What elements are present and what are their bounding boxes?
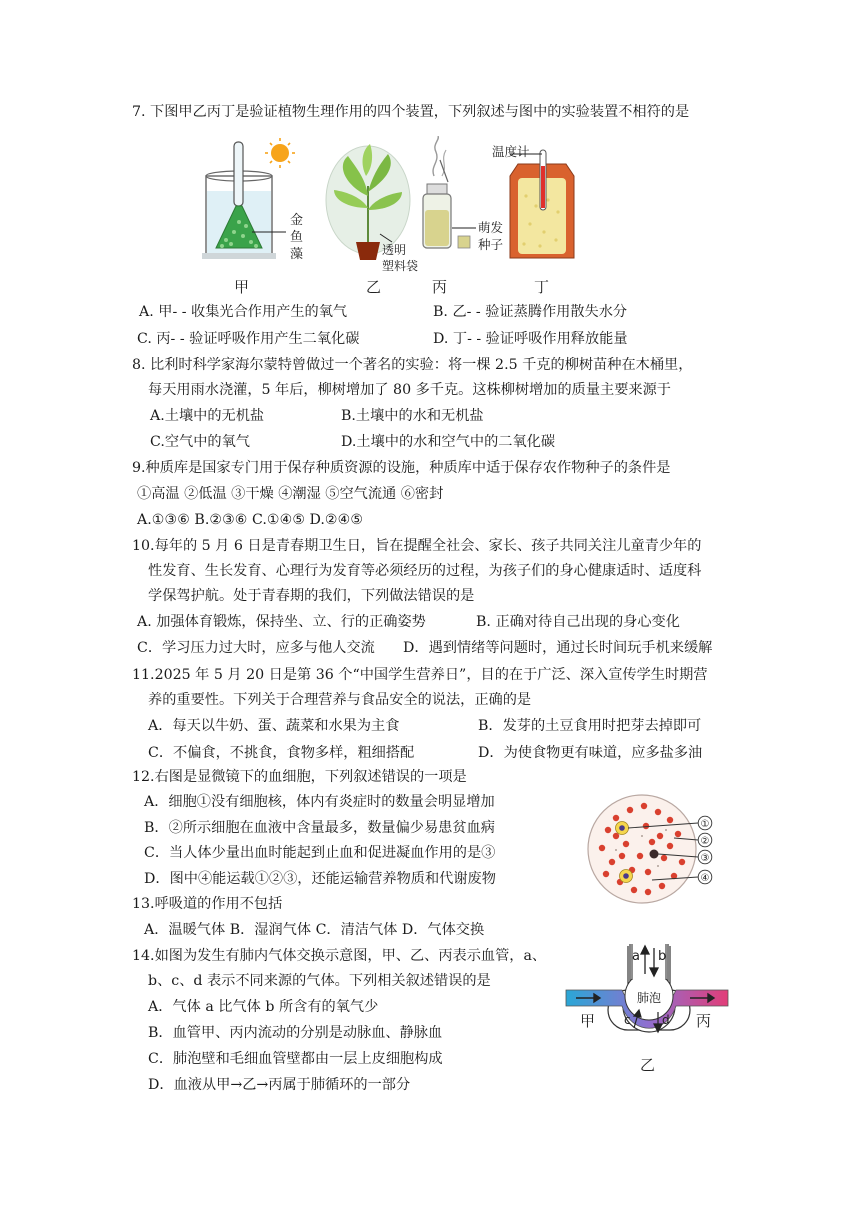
label-thermometer: 温度计 (492, 144, 530, 159)
q10-option-a: A. 加强体育锻炼，保持坐、立、行的正确姿势 (137, 614, 426, 630)
q10-option-c: C．学习压力过大时，应多与他人交流 (137, 640, 375, 656)
q7-option-b: B. 乙- - 验证蒸腾作用散失水分 (433, 304, 628, 320)
label-ding: 丁 (534, 278, 550, 296)
label-cell-4: ④ (700, 873, 710, 884)
label-gas-a: a (632, 949, 640, 964)
label-seeds-1: 萌发 (478, 220, 504, 235)
q14-option-d: D．血液从甲→乙→丙属于肺循环的一部分 (148, 1077, 411, 1093)
apparatus-ding (510, 150, 574, 258)
q9-options: A.①③⑥ B.②③⑥ C.①④⑤ D.②④⑤ (137, 512, 364, 528)
apparatus-bing (423, 136, 470, 248)
q7-option-a: A. 甲- - 收集光合作用产生的氧气 (139, 304, 348, 320)
q12-option-b: B．②所示细胞在血液中含量最多，数量偏少易患贫血病 (144, 820, 495, 836)
label-jia: 甲 (234, 278, 250, 296)
label-cell-3: ③ (700, 853, 710, 864)
q7-experiment-figure (196, 136, 596, 304)
q7-option-c: C. 丙- - 验证呼吸作用产生二氧化碳 (137, 331, 360, 347)
q9-stem: 9.种质库是国家专门用于保存种质资源的设施，种质库中适于保存农作物种子的条件是 (132, 460, 671, 476)
q13-options: A．温暖气体 B．湿润气体 C．清洁气体 D．气体交换 (144, 922, 485, 938)
q14-option-a: A．气体 a 比气体 b 所含有的氧气少 (148, 999, 379, 1015)
q7-option-d: D. 丁- - 验证呼吸作用释放能量 (433, 331, 628, 347)
q12-option-a: A．细胞①没有细胞核，体内有炎症时的数量会明显增加 (144, 794, 495, 810)
q11-stem-line2: 养的重要性。下列关于合理营养与食品安全的说法，正确的是 (148, 692, 532, 708)
label-gas-c: c (624, 1013, 631, 1027)
q11-option-b: B．发芽的土豆食用时把芽去掉即可 (478, 718, 702, 734)
label-vessel-bing: 丙 (696, 1012, 712, 1030)
label-cell-1: ① (700, 819, 710, 830)
q12-blood-cell-figure (586, 792, 726, 910)
q10-option-d: D．遇到情绪等问题时，通过长时间玩手机来缓解 (403, 640, 713, 656)
q11-option-d: D．为使食物更有味道，应多盐多油 (478, 745, 703, 761)
label-jinyuzao-1: 金 (290, 213, 304, 228)
q12-stem: 12.右图是显微镜下的血细胞，下列叙述错误的一项是 (132, 769, 467, 785)
q8-option-d: D.土壤中的水和空气中的二氧化碳 (341, 434, 556, 450)
q14-alveolus-figure (562, 944, 732, 1080)
q11-option-c: C．不偏食，不挑食，食物多样，粗细搭配 (148, 745, 415, 761)
label-gas-d: d (662, 1013, 670, 1027)
q12-option-d: D．图中④能运载①②③，还能运输营养物质和代谢废物 (144, 871, 496, 887)
q10-stem-line3: 学保驾护航。处于青春期的我们，下列做法错误的是 (148, 588, 475, 604)
label-cell-2: ② (700, 836, 710, 847)
q14-stem-line1: 14.如图为发生有肺内气体交换示意图，甲、乙、丙表示血管，a、 (132, 948, 547, 964)
q14-option-b: B．血管甲、丙内流动的分别是动脉血、静脉血 (148, 1025, 443, 1041)
q8-option-c: C.空气中的氧气 (150, 434, 250, 450)
label-gas-b: b (658, 949, 667, 964)
label-vessel-jia: 甲 (580, 1012, 596, 1030)
q14-option-c: C．肺泡壁和毛细血管壁都由一层上皮细胞构成 (148, 1051, 443, 1067)
q8-stem-line1: 8. 比利时科学家海尔蒙特曾做过一个著名的实验：将一棵 2.5 千克的柳树苗种在木桶里， (132, 357, 693, 373)
q12-option-c: C．当人体少量出血时能起到止血和促进凝血作用的是③ (144, 845, 496, 861)
q7-stem: 7. 下图甲乙丙丁是验证植物生理作用的四个装置，下列叙述与图中的实验装置不相符的是 (132, 104, 690, 120)
q10-option-b: B. 正确对待自己出现的身心变化 (476, 614, 680, 630)
label-bag-2: 塑料袋 (382, 259, 419, 273)
q14-stem-line2: b、c、d 表示不同来源的气体。下列相关叙述错误的是 (148, 973, 491, 989)
label-jinyuzao-3: 藻 (290, 247, 304, 262)
q13-stem: 13.呼吸道的作用不包括 (132, 896, 283, 912)
q10-stem-line2: 性发育、生长发育、心理行为发育等必须经历的过程，为孩子们的身心健康适时、适度科 (148, 563, 702, 579)
q9-conditions: ①高温 ②低温 ③干燥 ④潮湿 ⑤空气流通 ⑥密封 (137, 486, 444, 502)
q8-option-b: B.土壤中的水和无机盐 (341, 408, 484, 424)
q8-stem-line2: 每天用雨水浇灌，5 年后，柳树增加了 80 多千克。这株柳树增加的质量主要来源于 (148, 382, 671, 398)
label-jinyuzao-2: 鱼 (290, 230, 304, 245)
q10-stem-line1: 10.每年的 5 月 6 日是青春期卫生日，旨在提醒全社会、家长、孩子共同关注儿童青少年的 (132, 538, 702, 554)
q11-option-a: A．每天以牛奶、蛋、蔬菜和水果为主食 (148, 718, 400, 734)
label-vessel-yi: 乙 (640, 1056, 656, 1074)
label-seeds-2: 种子 (478, 237, 504, 252)
label-alveolus: 肺泡 (637, 991, 662, 1005)
q11-stem-line1: 11.2025 年 5 月 20 日是第 36 个“中国学生营养日”，目的在于广泛、深入宣传学生时期营 (132, 667, 708, 683)
label-bing: 丙 (432, 278, 448, 296)
label-yi: 乙 (366, 278, 382, 296)
apparatus-jia (202, 138, 295, 259)
label-bag-1: 透明 (382, 243, 407, 257)
q8-option-a: A.土壤中的无机盐 (150, 408, 265, 424)
